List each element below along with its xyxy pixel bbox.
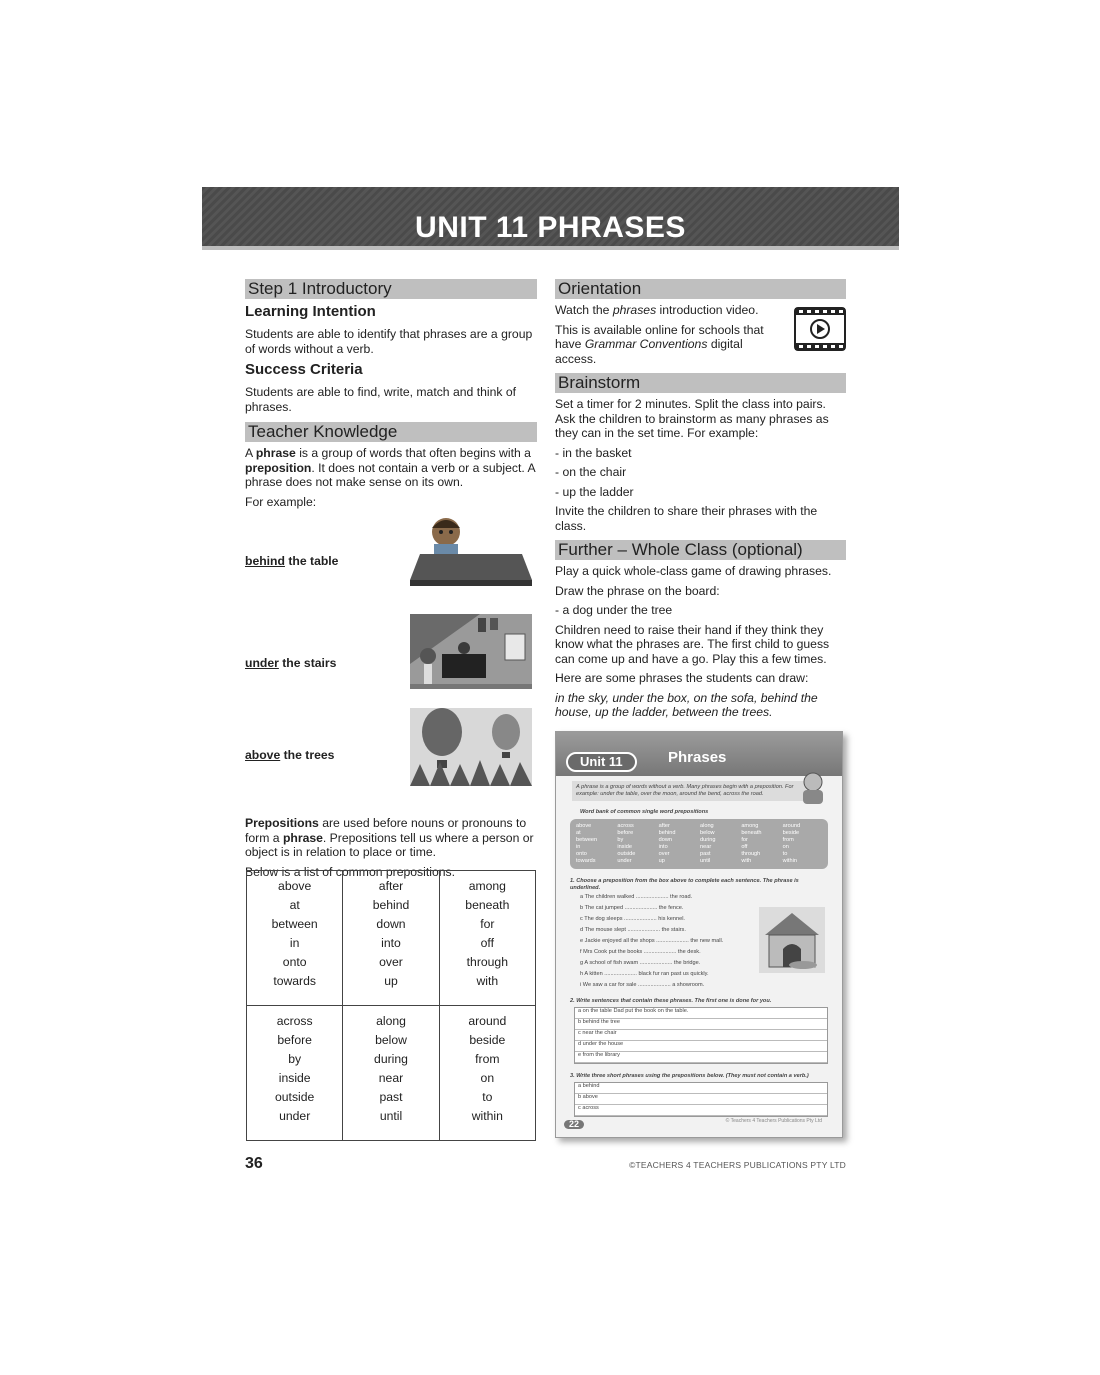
table-row xyxy=(247,871,536,1006)
step-heading: Step 1 Introductory xyxy=(245,279,537,299)
right-column xyxy=(555,279,846,725)
list-item: - on the chair xyxy=(555,465,627,479)
worksheet-line: g A school of fish swam ..................... the bridge. xyxy=(580,960,701,966)
word-bank-column: around beside from on to within xyxy=(782,823,801,864)
teacher-character-icon xyxy=(794,768,832,806)
worksheet-line: f Mrs Cook put the books ..................... the desk. xyxy=(580,949,701,955)
worksheet-title: Phrases xyxy=(668,749,727,766)
page-title: UNIT 11 PHRASES xyxy=(415,211,686,244)
unit-banner xyxy=(202,187,899,250)
worksheet-grid-row: d under the house xyxy=(575,1041,827,1052)
worksheet-line: c The dog sleeps ..................... his kennel. xyxy=(580,916,685,922)
table-cell: after behind down into over up xyxy=(343,871,439,1006)
list-item: - a dog under the tree xyxy=(555,603,673,617)
example-label: behind the table xyxy=(245,554,339,568)
worksheet-line: i We saw a car for sale ..................... a showroom. xyxy=(580,982,705,988)
learning-intention-text: Students are able to identify that phrases are a group of words without a verb. xyxy=(245,327,533,356)
further-text-3: Children need to raise their hand if they think they know what the phrases are. The first child to guess can come up and have a go. Play this a few times. xyxy=(555,622,830,666)
further-text-4: Here are some phrases the students can draw: xyxy=(555,671,809,685)
video-play-icon[interactable] xyxy=(794,307,846,351)
success-criteria-title: Success Criteria xyxy=(245,361,363,378)
worksheet-question-1: 1. Choose a preposition from the box above to complete each sentence. The phrase is underlined. xyxy=(570,878,799,891)
balloons-above-trees-illustration xyxy=(410,708,532,786)
worksheet-grid-row: b behind the tree xyxy=(575,1019,827,1030)
further-heading: Further – Whole Class (optional) xyxy=(555,540,846,560)
worksheet-grid-row: c across xyxy=(575,1105,827,1116)
further-text-5: in the sky, under the box, on the sofa, behind the house, up the ladder, between the trees. xyxy=(555,690,818,719)
example-label: above the trees xyxy=(245,748,335,762)
below-list-label: Below is a list of common prepositions. xyxy=(245,864,455,879)
prepositions-text: Prepositions are used before nouns or pronouns to form a phrase. Prepositions tell us where a person or object is in relation to place or time. xyxy=(245,816,534,859)
table-cell: among beneath for off through with xyxy=(439,871,535,1006)
teacher-knowledge-heading: Teacher Knowledge xyxy=(245,422,537,442)
worksheet-question-2: 2. Write sentences that contain these phrases. The first one is done for you. xyxy=(570,998,772,1004)
worksheet-line: a The children walked ..................... the road. xyxy=(580,894,693,900)
example-under xyxy=(245,614,537,714)
table-cell: above at between in onto towards xyxy=(247,871,343,1006)
table-cell: along below during near past until xyxy=(343,1006,439,1141)
word-bank-column: after behind down into over up xyxy=(658,823,676,864)
worksheet-answer-grid xyxy=(574,1082,828,1117)
word-bank-column: above at between in onto towards xyxy=(576,823,598,864)
worksheet-intro: A phrase is a group of words without a verb. Many phrases begin with a preposition. For example: under the table, over the moon, around the bend, across the road. xyxy=(572,781,814,801)
worksheet-grid-row: b above xyxy=(575,1094,827,1105)
worksheet-line: b The cat jumped ..................... the fence. xyxy=(580,905,684,911)
learning-intention-title: Learning Intention xyxy=(245,303,376,320)
worksheet-unit-badge: Unit 11 xyxy=(566,752,637,772)
further-text-1: Play a quick whole-class game of drawing phrases. xyxy=(555,564,832,578)
word-bank-column: among beneath for off through with xyxy=(741,823,762,864)
worksheet-copyright: © Teachers 4 Teachers Publications Pty Ltd xyxy=(725,1118,822,1124)
worksheet-grid-row: e from the library xyxy=(575,1052,827,1063)
example-behind xyxy=(245,514,537,614)
dog-kennel-icon xyxy=(759,907,825,973)
word-bank xyxy=(570,819,828,869)
worksheet-grid-row: a behind xyxy=(575,1083,827,1094)
worksheet-line: d The mouse slept ..................... the stairs. xyxy=(580,927,686,933)
brainstorm-text: Set a timer for 2 minutes. Split the class into pairs. Ask the children to brainstorm as many phrases as they can in the set time. For example: xyxy=(555,397,829,440)
copyright-notice: ©TEACHERS 4 TEACHERS PUBLICATIONS PTY LTD xyxy=(629,1160,846,1170)
boy-behind-table-illustration xyxy=(410,514,532,589)
word-bank-column: across before by inside outside under xyxy=(617,823,636,864)
table-cell: around beside from on to within xyxy=(439,1006,535,1141)
example-above xyxy=(245,714,537,816)
success-criteria-text: Students are able to find, write, match and think of phrases. xyxy=(245,385,516,414)
example-label: under the stairs xyxy=(245,656,337,670)
for-example-label: For example: xyxy=(245,494,317,509)
worksheet-line: e Jackie enjoyed all the shops ..................... the new mall. xyxy=(580,938,724,944)
worksheet-preview xyxy=(555,731,843,1138)
list-item: - up the ladder xyxy=(555,484,634,499)
worksheet-question-3: 3. Write three short phrases using the prepositions below. (They must not contain a verb.) xyxy=(570,1073,809,1079)
further-text-2: Draw the phrase on the board: xyxy=(555,583,720,598)
prepositions-table xyxy=(246,870,536,1141)
brainstorm-heading: Brainstorm xyxy=(555,373,846,393)
worksheet-page-number: 22 xyxy=(564,1120,584,1129)
worksheet-answer-grid xyxy=(574,1007,828,1064)
orientation-access-text: This is available online for schools that have Grammar Conventions digital access. xyxy=(555,322,764,366)
word-bank-title: Word bank of common single word prepositions xyxy=(580,809,709,815)
orientation-text: Watch the phrases introduction video. xyxy=(555,303,759,317)
teacher-knowledge-text: A phrase is a group of words that often begins with a preposition. It does not contain a verb or a subject. A phrase does not make sense on its own. xyxy=(245,446,535,489)
brainstorm-end-text: Invite the children to share their phrases with the class. xyxy=(555,504,818,533)
worksheet-grid-row: a on the table Dad put the book on the table. xyxy=(575,1008,827,1019)
left-column xyxy=(245,279,537,884)
girl-under-stairs-illustration xyxy=(410,614,532,689)
word-bank-column: along below during near past until xyxy=(699,823,716,864)
page-number: 36 xyxy=(245,1155,263,1172)
table-cell: across before by inside outside under xyxy=(247,1006,343,1141)
worksheet-grid-row: c near the chair xyxy=(575,1030,827,1041)
worksheet-line: h A kitten ..................... black fur ran past us quickly. xyxy=(580,971,709,977)
table-row xyxy=(247,1006,536,1141)
list-item: - in the basket xyxy=(555,445,632,460)
orientation-heading: Orientation xyxy=(555,279,846,299)
